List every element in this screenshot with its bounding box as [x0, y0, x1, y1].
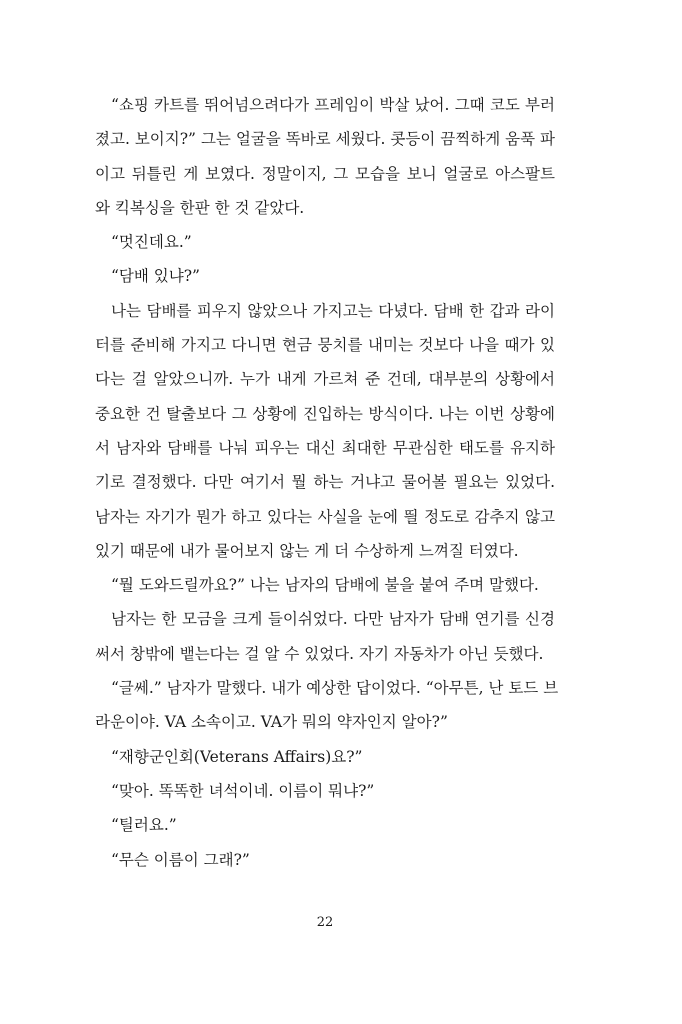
text-line: 남자는 한 모금을 크게 들이쉬었다. 다만 남자가 담배 연기를 신경 [111, 610, 555, 629]
paragraph [95, 568, 555, 602]
text-line: 졌고. 보이지?” 그는 얼굴을 똑바로 세웠다. 콧등이 끔찍하게 움푹 파 [95, 130, 555, 149]
text-line: “재향군인회(Veterans Affairs)요?” [111, 747, 363, 766]
text-line: 와 킥복싱을 한판 한 것 같았다. [95, 198, 305, 217]
paragraph [95, 774, 555, 808]
text-line: 터를 준비해 가지고 다니면 현금 뭉치를 내미는 것보다 나을 때가 있 [95, 336, 555, 355]
text-line: 이고 뒤틀린 게 보였다. 정말이지, 그 모습을 보니 얼굴로 아스팔트 [95, 164, 555, 183]
text-line: “맞아. 똑똑한 녀석이네. 이름이 뭐냐?” [111, 781, 375, 800]
text-line: “담배 있냐?” [111, 267, 200, 286]
paragraph [95, 843, 555, 877]
paragraph [95, 225, 555, 259]
text-line: 라운이야. VA 소속이고. VA가 뭐의 약자인지 알아?” [95, 713, 448, 732]
paragraph [95, 808, 555, 842]
text-line: 중요한 건 탈출보다 그 상황에 진입하는 방식이다. 나는 이번 상황에 [95, 404, 555, 423]
text-line: “멋진데요.” [111, 233, 192, 252]
text-line: 있기 때문에 내가 물어보지 않는 게 더 수상하게 느껴질 터였다. [95, 541, 519, 560]
text-line: “글쎄.” 남자가 말했다. 내가 예상한 답이었다. “아무튼, 난 토드 브 [111, 679, 559, 698]
text-line: 기로 결정했다. 다만 여기서 뭘 하는 거냐고 물어볼 필요는 있었다. [95, 473, 555, 492]
text-line: 다는 걸 알았으니까. 누가 내게 가르쳐 준 건데, 대부분의 상황에서 [95, 370, 555, 389]
paragraph [95, 740, 555, 774]
paragraph [95, 88, 555, 225]
paragraph [95, 294, 555, 568]
body-text [95, 88, 559, 877]
text-line: “무슨 이름이 그래?” [111, 850, 250, 869]
text-line: “쇼핑 카트를 뛰어넘으려다가 프레임이 박살 났어. 그때 코도 부러 [111, 96, 555, 114]
text-line: 남자는 자기가 뭔가 하고 있다는 사실을 눈에 띌 정도로 감추지 않고 [95, 507, 555, 526]
paragraph [95, 671, 559, 740]
paragraph [95, 259, 555, 293]
page-number: 22 [316, 915, 334, 930]
text-line: 나는 담배를 피우지 않았으나 가지고는 다녔다. 담배 한 갑과 라이 [111, 301, 555, 320]
text-line: “틸러요.” [111, 816, 177, 835]
text-line: “뭘 도와드릴까요?” 나는 남자의 담배에 불을 붙여 주며 말했다. [111, 576, 539, 595]
paragraph [95, 602, 555, 671]
text-line: 써서 창밖에 뱉는다는 걸 알 수 있었다. 자기 자동차가 아닌 듯했다. [95, 644, 544, 663]
text-line: 서 남자와 담배를 나눠 피우는 대신 최대한 무관심한 태도를 유지하 [95, 438, 555, 457]
